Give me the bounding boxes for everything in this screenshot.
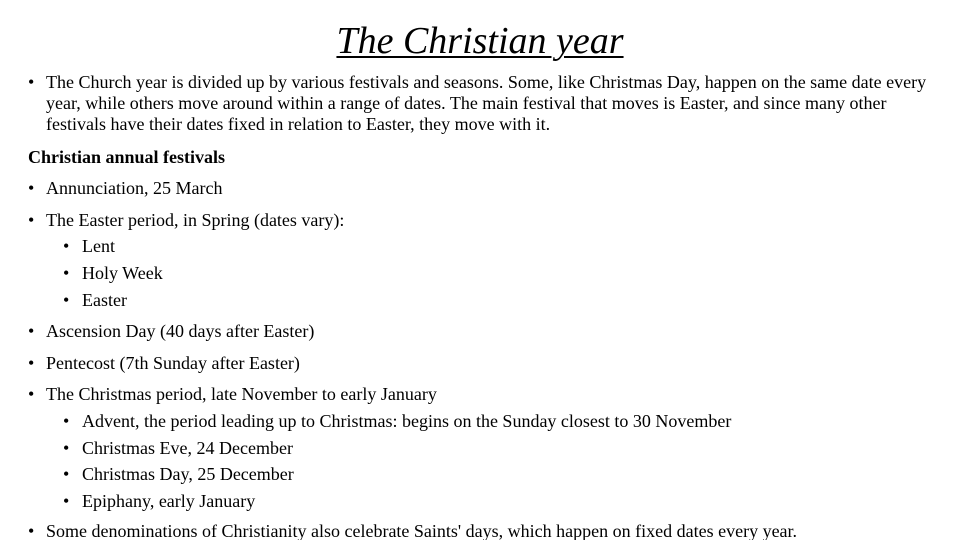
list-item-ascension bbox=[28, 321, 314, 342]
list-item-text: Some denominations of Christianity also celebrate Saints' days, which happen on fixed dates every year. bbox=[46, 521, 798, 540]
bullet-icon: • bbox=[63, 236, 70, 256]
list-item-text: Christmas Day, 25 December bbox=[82, 464, 294, 484]
list-item-text: Annunciation, 25 March bbox=[46, 178, 223, 198]
bullet-icon: • bbox=[28, 178, 35, 198]
sub-item-lent bbox=[63, 236, 115, 257]
list-item-easter-period bbox=[28, 210, 344, 231]
list-item-annunciation bbox=[28, 178, 222, 199]
sub-item-epiphany bbox=[63, 491, 255, 512]
intro-paragraph bbox=[28, 72, 928, 135]
bullet-icon: • bbox=[63, 438, 70, 458]
list-item-text: Lent bbox=[82, 236, 115, 256]
bullet-icon: • bbox=[63, 491, 70, 511]
bullet-icon: • bbox=[63, 290, 70, 310]
bullet-icon: • bbox=[28, 353, 35, 373]
sub-item-holy-week bbox=[63, 263, 163, 284]
bullet-icon: • bbox=[28, 210, 35, 230]
list-item-text: Easter bbox=[82, 290, 127, 310]
list-item-christmas-period bbox=[28, 384, 437, 405]
list-item-text: The Easter period, in Spring (dates vary): bbox=[46, 210, 345, 230]
bullet-icon: • bbox=[63, 411, 70, 431]
list-item-saints-days bbox=[28, 521, 797, 540]
list-item-pentecost bbox=[28, 353, 300, 374]
list-item-text: Pentecost (7th Sunday after Easter) bbox=[46, 353, 300, 373]
bullet-icon: • bbox=[28, 384, 35, 404]
bullet-icon: • bbox=[63, 263, 70, 283]
sub-item-christmas-day bbox=[63, 464, 294, 485]
bullet-icon: • bbox=[28, 72, 35, 92]
list-item-text: Epiphany, early January bbox=[82, 491, 256, 511]
list-item-text: Holy Week bbox=[82, 263, 163, 283]
sub-item-christmas-eve bbox=[63, 438, 293, 459]
list-item-text: Ascension Day (40 days after Easter) bbox=[46, 321, 315, 341]
festivals-heading: Christian annual festivals bbox=[28, 147, 226, 167]
list-item-text: The Christmas period, late November to early January bbox=[46, 384, 437, 404]
intro-text: The Church year is divided up by various festivals and seasons. Some, like Christmas Day, happen on the same date every year, while others move around within a range of dates. The main festival that moves is Easter, and since many other festivals have their dates fixed in relation to Easter, they move with it. bbox=[46, 72, 927, 134]
bullet-icon: • bbox=[28, 521, 35, 540]
list-item-text: Christmas Eve, 24 December bbox=[82, 438, 293, 458]
sub-item-easter bbox=[63, 290, 127, 311]
bullet-icon: • bbox=[28, 321, 35, 341]
sub-item-advent bbox=[63, 411, 731, 432]
page-title: The Christian year bbox=[336, 20, 624, 62]
list-item-text: Advent, the period leading up to Christmas: begins on the Sunday closest to 30 November bbox=[82, 411, 732, 431]
bullet-icon: • bbox=[63, 464, 70, 484]
